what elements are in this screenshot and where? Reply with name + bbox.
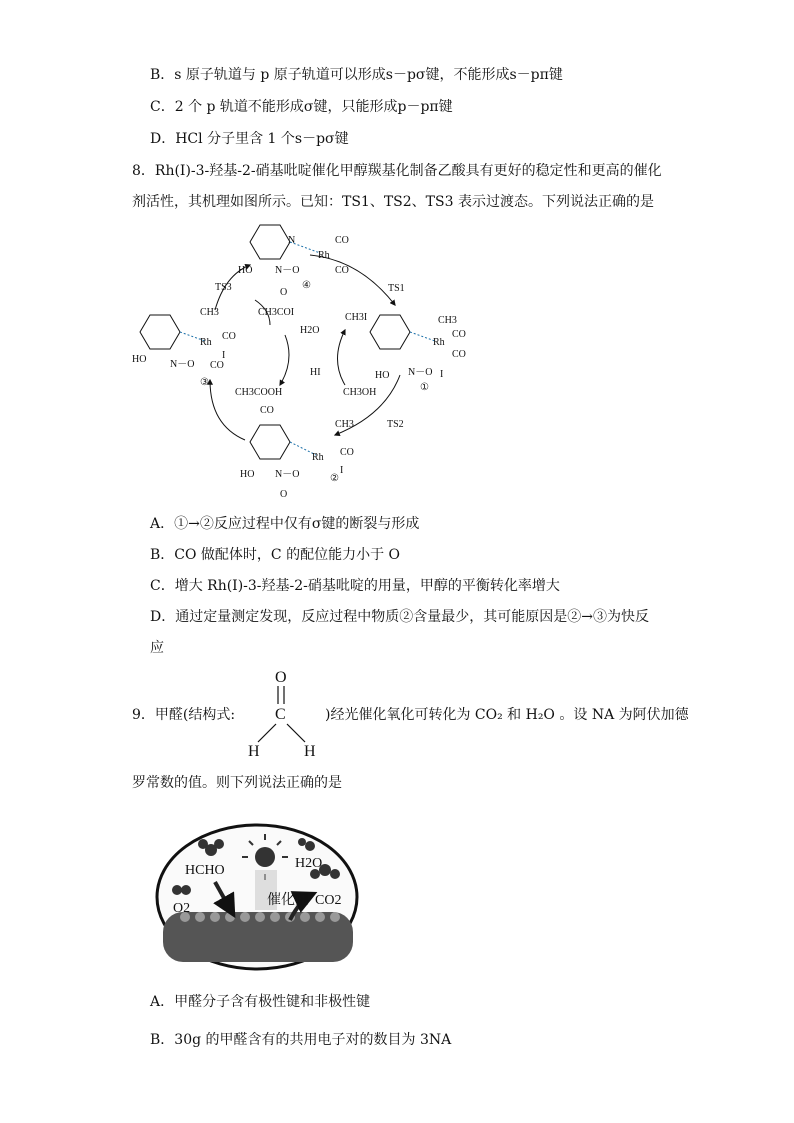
h2o-label: H2O <box>295 856 323 871</box>
co-label: CO <box>340 447 354 458</box>
no-label: N－O <box>275 469 300 480</box>
ts3-label: TS3 <box>215 282 232 293</box>
q8-option-c: C．增大 Rh(I)-3-羟基-2-硝基吡啶的用量，甲醇的平衡转化率增大 <box>150 578 560 594</box>
q9-stem-line2: 罗常数的值。则下列说法正确的是 <box>132 775 342 791</box>
complex-1-label: ① <box>420 382 429 393</box>
ho-label: HO <box>238 265 253 276</box>
co2-label: CO2 <box>315 893 342 908</box>
i-label: I <box>340 465 344 476</box>
formaldehyde-structure <box>240 664 330 764</box>
o-label: O <box>280 287 288 298</box>
q7-option-d: D．HCl 分子里含 1 个s－pσ键 <box>150 131 349 147</box>
no-label: N－O <box>170 359 195 370</box>
q8-mechanism-diagram <box>130 215 690 505</box>
i-label: I <box>440 369 444 380</box>
q9-option-b: B．30g 的甲醛含有的共用电子对的数目为 3NA <box>150 1032 452 1048</box>
carbon-atom: C <box>275 706 286 723</box>
q8-option-a: A．①→②反应过程中仅有σ键的断裂与形成 <box>150 516 420 532</box>
ts1-label: TS1 <box>388 283 405 294</box>
q9-stem-start: 9．甲醛(结构式: <box>132 707 236 723</box>
rh-label: Rh <box>200 337 212 348</box>
complex-4-label: ④ <box>302 280 311 291</box>
q8-stem-line1: 8．Rh(I)-3-羟基-2-硝基吡啶催化甲醇羰基化制备乙酸具有更好的稳定性和更高的催化 <box>132 163 662 179</box>
co-label: CO <box>452 329 466 340</box>
ho-label: HO <box>132 354 147 365</box>
ch3i-label: CH3I <box>345 312 368 323</box>
q9-option-a: A．甲醛分子含有极性键和非极性键 <box>150 994 371 1010</box>
ch3-label: CH3 <box>200 307 219 318</box>
co-label: CO <box>452 349 466 360</box>
complex-3-label: ③ <box>200 377 209 388</box>
rh-label: Rh <box>312 452 324 463</box>
q9-photocatalysis-figure <box>155 822 360 972</box>
ts2-label: TS2 <box>387 419 404 430</box>
co-label: CO <box>210 360 224 371</box>
q7-option-c: C．2 个 p 轨道不能形成σ键，只能形成p－pπ键 <box>150 99 453 115</box>
hydrogen-atom: H <box>304 743 316 760</box>
q9-stem-end: )经光催化氧化可转化为 CO₂ 和 H₂O 。设 NA 为阿伏加德 <box>325 707 689 723</box>
o2-label: O2 <box>173 901 191 916</box>
ch3coi-label: CH3COI <box>258 307 295 318</box>
ch3cooh-label: CH3COOH <box>235 387 283 398</box>
complex-2-label: ② <box>330 473 339 484</box>
ch3-label: CH3 <box>335 419 354 430</box>
co-label: CO <box>335 265 349 276</box>
ho-label: HO <box>375 370 390 381</box>
q8-option-b: B．CO 做配体时，C 的配位能力小于 O <box>150 547 401 563</box>
q8-option-d-line2: 应 <box>150 640 164 656</box>
ho-label: HO <box>240 469 255 480</box>
co-label: CO <box>222 331 236 342</box>
oxygen-atom: O <box>275 669 287 686</box>
ch3-label: CH3 <box>438 315 457 326</box>
rh-label: Rh <box>433 337 445 348</box>
o-label: O <box>280 489 288 500</box>
n-label: N <box>288 235 296 246</box>
ch3oh-label: CH3OH <box>343 387 377 398</box>
co-label: CO <box>335 235 349 246</box>
no-label: N－O <box>275 265 300 276</box>
co-label: CO <box>260 405 274 416</box>
no-label: N－O <box>408 367 433 378</box>
hydrogen-atom: H <box>248 743 260 760</box>
q8-option-d-line1: D．通过定量测定发现，反应过程中物质②含量最少，其可能原因是②→③为快反 <box>150 609 649 625</box>
h2o-label: H2O <box>300 325 320 336</box>
catalyst-label: 催化剂 <box>267 893 309 908</box>
hcho-label: HCHO <box>185 863 225 878</box>
i-label: I <box>222 350 226 361</box>
q7-option-b: B．s 原子轨道与 p 原子轨道可以形成s－pσ键，不能形成s－pπ键 <box>150 67 563 83</box>
hi-label: HI <box>310 367 321 378</box>
rh-label: Rh <box>318 250 330 261</box>
q8-stem-line2: 剂活性，其机理如图所示。已知：TS1、TS2、TS3 表示过渡态。下列说法正确的是 <box>132 194 654 210</box>
